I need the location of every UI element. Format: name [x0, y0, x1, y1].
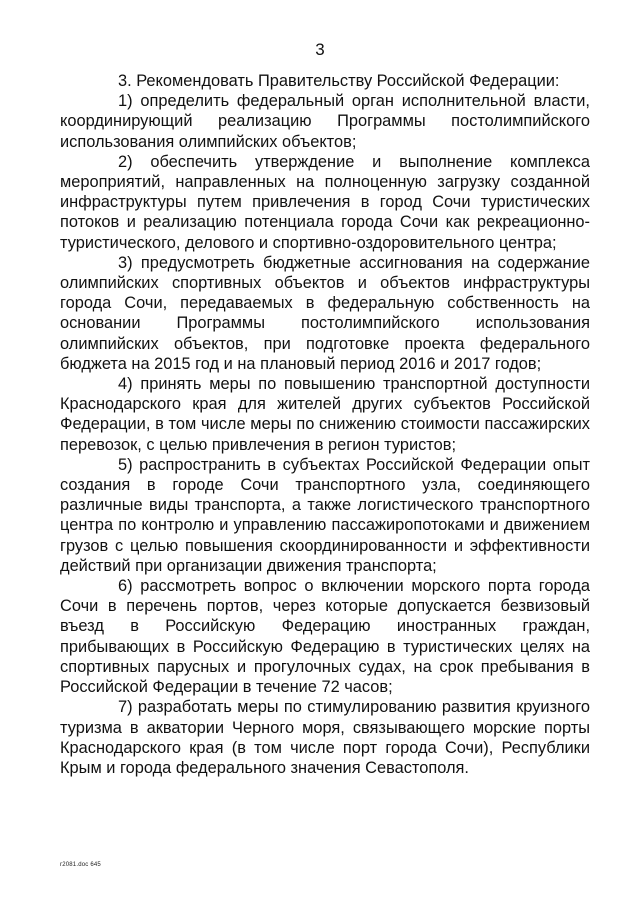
paragraph-item-1: 1) определить федеральный орган исполнительной власти, координирующий реализацию Программы постолимпийского использования олимпийских объектов; [60, 92, 590, 151]
paragraph-item-6: 6) рассмотреть вопрос о включении морского порта города Сочи в перечень портов, через которые допускается безвизовый въезд в Российскую Федерацию иностранных граждан, прибывающих в Российскую Федерацию в туристических целях на спортивных парусных и прогулочных судах, на срок пребывания в Российской Федерации в течение 72 часов; [60, 577, 590, 697]
paragraph-item-5: 5) распространить в субъектах Российской Федерации опыт создания в городе Сочи транспортного узла, соединяющего различные виды транспорта, а также логистического транспортного центра по контролю и управлению пассажиропотоками и движением грузов с целью повышения скоординированности и эффективности действий при организации движения транспорта; [60, 455, 590, 575]
paragraph-recommendation-heading: 3. Рекомендовать Правительству Российской Федерации: [118, 72, 560, 90]
paragraph-item-4: 4) принять меры по повышению транспортной доступности Краснодарского края для жителей других субъектов Российской Федерации, в том числе меры по снижению стоимости пассажирских перевозок, с целью привлечения в регион туристов; [60, 375, 590, 454]
paragraph-item-3: 3) предусмотреть бюджетные ассигнования на содержание олимпийских спортивных объектов и объектов инфраструктуры города Сочи, передаваемых в федеральную собственность на основании Программы постолимпийского использования олимпийских объектов, при подготовке проекта федерального бюджета на 2015 год и на плановый период 2016 и 2017 годов; [60, 253, 590, 373]
paragraph-item-2: 2) обеспечить утверждение и выполнение комплекса мероприятий, направленных на полноценную загрузку созданной инфраструктуры путем привлечения в город Сочи туристических потоков и реализацию потенциала города Сочи как рекреационно-туристического, делового и спортивно-оздоровительного центра; [60, 152, 590, 252]
footer-file-reference: r2081.doc 645 [60, 862, 101, 868]
page-number: 3 [315, 40, 325, 59]
document-body [60, 71, 590, 778]
paragraph-item-7: 7) разработать меры по стимулированию развития круизного туризма в акватории Черного моря, связывающего морские порты Краснодарского края (в том числе порт города Сочи), Республики Крым и города федерального значения Севастополя. [60, 698, 590, 777]
